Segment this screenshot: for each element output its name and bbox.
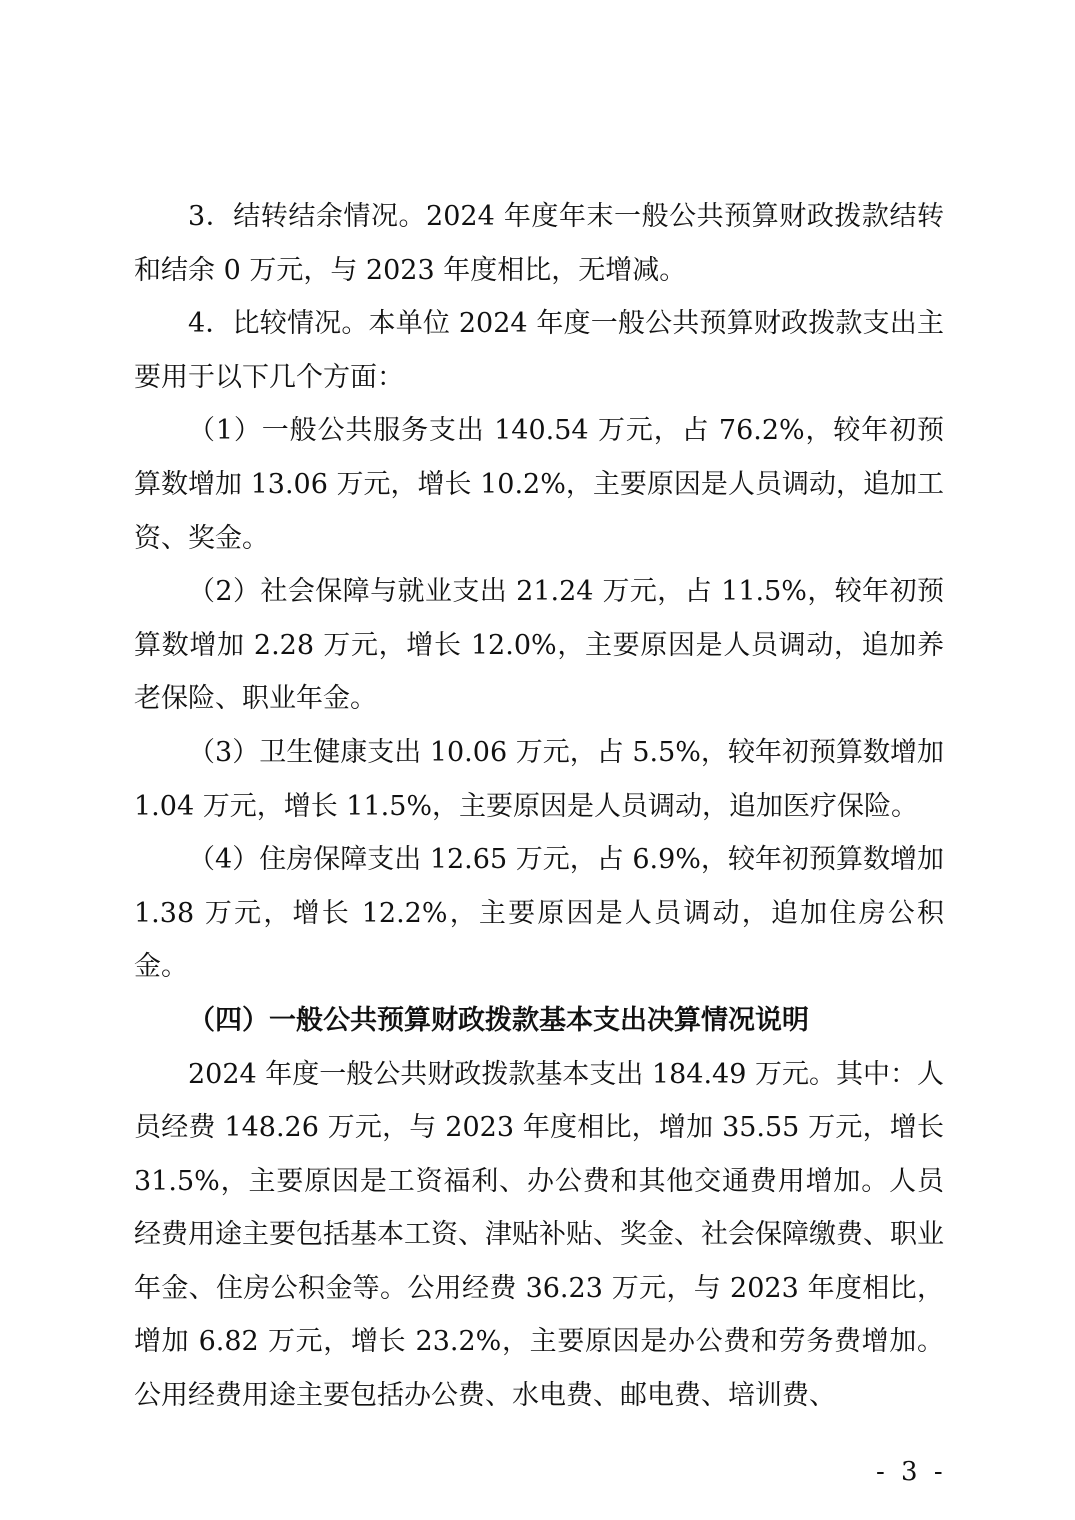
paragraph-carryover: 3．结转结余情况。2024 年度年末一般公共预算财政拨款结转和结余 0 万元，与 2023 年度相比，无增减。 [134, 201, 944, 286]
page-number: - 3 - [876, 1457, 947, 1487]
paragraph-item-3: （3）卫生健康支出 10.06 万元，占 5.5%，较年初预算数增加 1.04 万元，增长 11.5%，主要原因是人员调动，追加医疗保险。 [134, 736, 944, 822]
paragraph-item-1: （1）一般公共服务支出 140.54 万元，占 76.2%，较年初预算数增加 13.06 万元，增长 10.2%，主要原因是人员调动，追加工资、奖金。 [134, 415, 944, 554]
section-heading: （四）一般公共预算财政拨款基本支出决算情况说明 [188, 1004, 809, 1036]
paragraph-comparison: 4．比较情况。本单位 2024 年度一般公共预算财政拨款支出主要用于以下几个方面： [134, 308, 944, 393]
paragraph-basic-expenditure: 2024 年度一般公共财政拨款基本支出 184.49 万元。其中：人员经费 148.26 万元，与 2023 年度相比，增加 35.55 万元，增长 31.5%，主要原因是工资福利、办公费和其他交通费用增加。人员经费用途主要包括基本工资、津贴补贴、奖金、社会保障缴费、职业年金、住房公积金等。公用经费 36.23 万元，与 2023 年度相比，增加 6.82 万元，增长 23.2%，主要原因是办公费和劳务费增加。公用经费用途主要包括办公费、水电费、邮电费、培训费、 [134, 1058, 944, 1412]
paragraph-item-4: （4）住房保障支出 12.65 万元，占 6.9%，较年初预算数增加 1.38 万元，增长 12.2%，主要原因是人员调动，追加住房公积金。 [134, 844, 944, 983]
paragraph-item-2: （2）社会保障与就业支出 21.24 万元，占 11.5%，较年初预算数增加 2.28 万元，增长 12.0%，主要原因是人员调动，追加养老保险、职业年金。 [134, 576, 944, 715]
document-body [134, 190, 944, 1423]
